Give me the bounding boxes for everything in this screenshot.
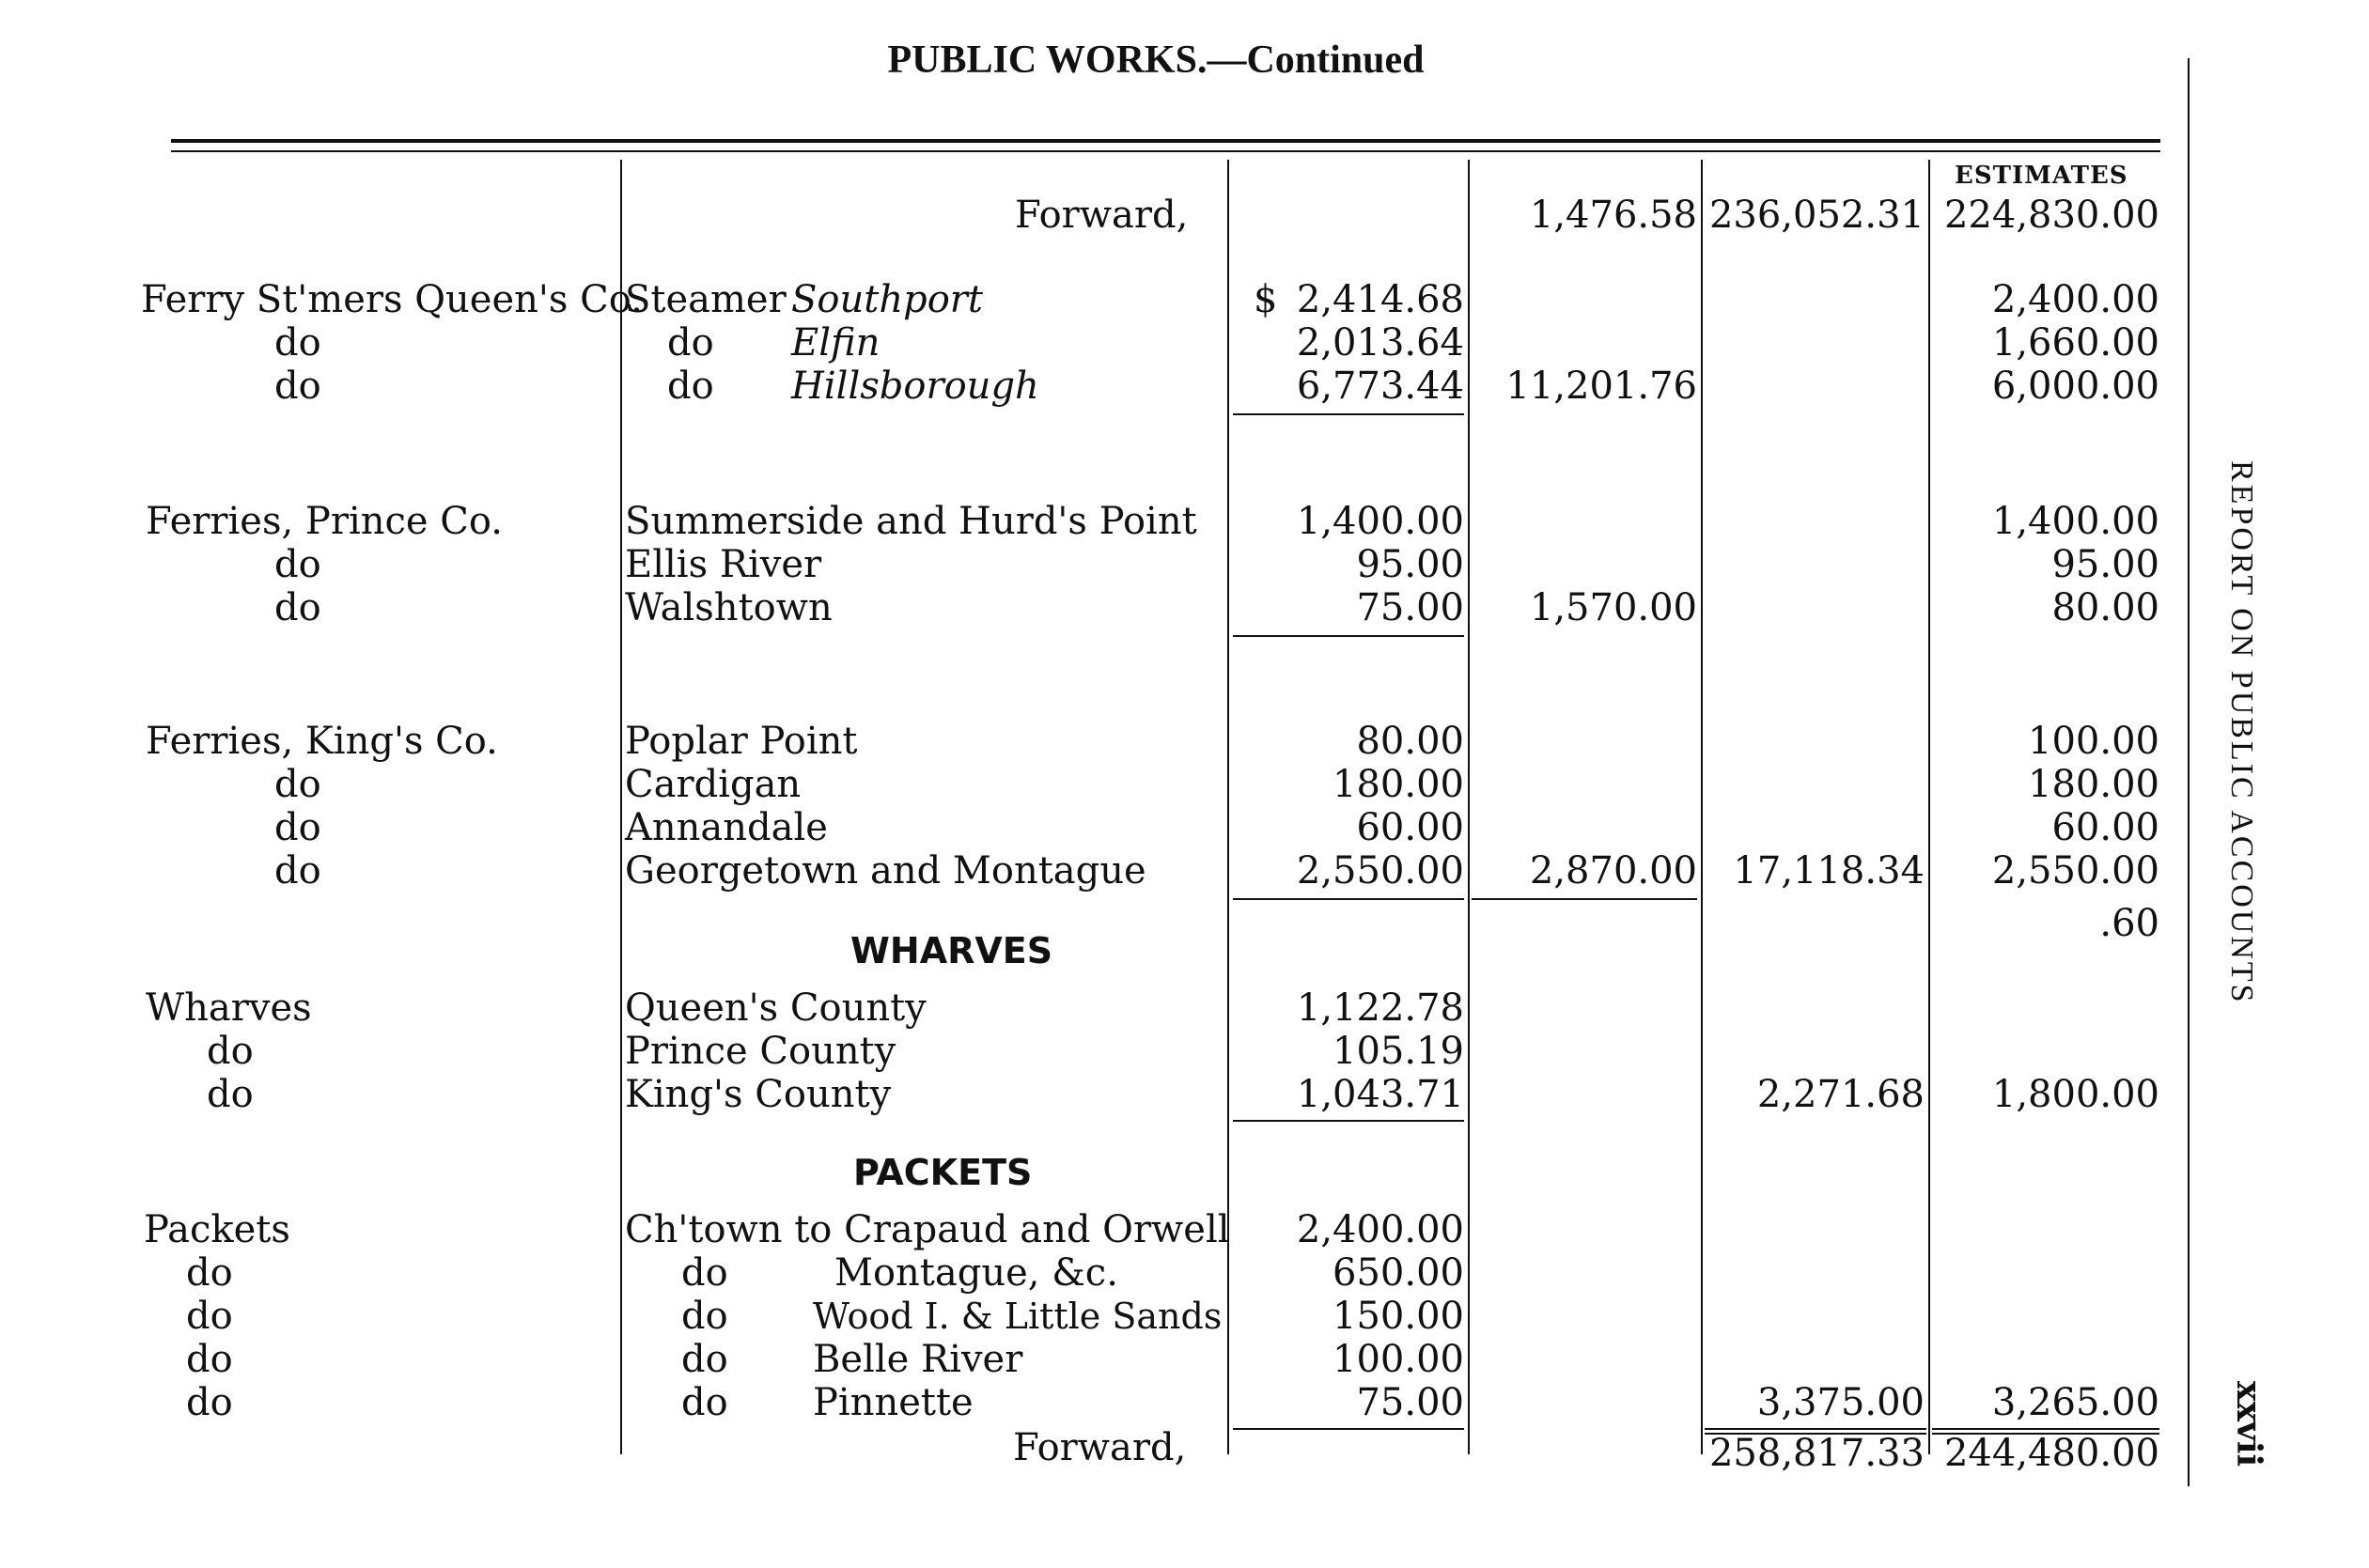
row-destination: Belle River <box>813 1338 1023 1381</box>
row-estimate: 80.00 <box>2051 586 2159 629</box>
row-prefix: do <box>681 1251 728 1295</box>
page-number <box>2229 1381 2276 1494</box>
row-category: do <box>186 1338 233 1381</box>
row-prefix: do <box>681 1338 728 1381</box>
side-running-title-text: REPORT ON PUBLIC ACCOUNTS <box>2224 460 2259 1005</box>
row-category: do <box>186 1295 233 1338</box>
row-destination: Wood I. & Little Sands <box>813 1296 1223 1337</box>
row-estimate: 2,400.00 <box>1991 278 2159 321</box>
dollar-sign: $ <box>1254 278 1278 321</box>
total-rule <box>1233 1428 1464 1430</box>
row-amount: 180.00 <box>1333 763 1464 806</box>
row-amount: 650.00 <box>1333 1251 1464 1295</box>
row-description: Cardigan <box>625 763 802 806</box>
side-running-title <box>2218 460 2265 1043</box>
steamer-name: Hillsborough <box>791 365 1039 408</box>
row-category: Packets <box>144 1208 290 1251</box>
row-amount: 75.00 <box>1356 586 1464 629</box>
row-category: Ferries, King's Co. <box>146 720 498 763</box>
row-prefix: do <box>667 321 714 365</box>
subtotal-rule <box>1233 413 1464 415</box>
orphan-estimate: .60 <box>2099 902 2159 945</box>
row-category: do <box>274 365 321 408</box>
row-description: Ellis River <box>625 543 822 586</box>
row-category: do <box>274 321 321 365</box>
row-description: Summerside and Hurd's Point <box>625 500 1197 543</box>
row-amount: 95.00 <box>1356 543 1464 586</box>
row-category: do <box>274 763 321 806</box>
margin-rule <box>2188 58 2190 1486</box>
column-rule-4 <box>1701 160 1703 1454</box>
row-amount: 6,773.44 <box>1296 365 1464 408</box>
total-rule <box>1705 1428 1926 1430</box>
forward-top-col4: 224,830.00 <box>1943 194 2159 237</box>
row-amount: 2,400.00 <box>1296 1208 1464 1251</box>
row-subtotal: 2,870.00 <box>1529 849 1697 893</box>
forward-label-top: Forward, <box>1015 194 1189 237</box>
page-number-text: xxvii <box>2229 1381 2268 1467</box>
row-subtotal: 1,570.00 <box>1529 586 1697 629</box>
row-description: Georgetown and Montague <box>625 849 1146 893</box>
row-estimate: 1,800.00 <box>1991 1073 2159 1116</box>
row-estimate: 2,550.00 <box>1991 849 2159 893</box>
row-category: do <box>186 1381 233 1424</box>
row-estimate: 95.00 <box>2051 543 2159 586</box>
row-group-total: 17,118.34 <box>1733 849 1925 893</box>
row-description: Ch'town to Crapaud and Orwell <box>625 1208 1230 1251</box>
column-rule-2 <box>1227 160 1229 1454</box>
forward-label-bottom: Forward, <box>1013 1426 1187 1469</box>
row-category: Ferry St'mers Queen's Co. <box>141 278 643 321</box>
steamer-name: Southport <box>791 278 983 321</box>
subtotal-rule <box>1233 635 1464 637</box>
row-estimate: 6,000.00 <box>1991 365 2159 408</box>
steamer-name: Elfin <box>791 321 881 365</box>
row-prefix: do <box>681 1381 728 1424</box>
row-description: Prince County <box>625 1030 896 1073</box>
row-amount: 105.19 <box>1333 1030 1464 1073</box>
section-heading-packets: PACKETS <box>853 1152 1033 1193</box>
row-amount: 1,400.00 <box>1296 500 1464 543</box>
row-category: do <box>207 1073 254 1116</box>
row-description: Queen's County <box>625 986 927 1030</box>
row-estimate: 180.00 <box>2028 763 2159 806</box>
row-estimate: 3,265.00 <box>1991 1381 2159 1424</box>
forward-bottom-col4: 244,480.00 <box>1943 1432 2159 1475</box>
forward-bottom-col3: 258,817.33 <box>1708 1432 1925 1475</box>
row-category: do <box>274 586 321 629</box>
row-category: do <box>207 1030 254 1073</box>
row-amount: 75.00 <box>1356 1381 1464 1424</box>
row-category: do <box>186 1251 233 1295</box>
row-amount: 2,013.64 <box>1296 321 1464 365</box>
row-subtotal: 11,201.76 <box>1505 365 1697 408</box>
header-rule-thick <box>171 139 2160 143</box>
header-rule-thin <box>171 150 2160 152</box>
row-group-total: 3,375.00 <box>1756 1381 1925 1424</box>
subtotal-rule <box>1233 898 1464 900</box>
row-category: do <box>274 849 321 893</box>
row-description: Poplar Point <box>625 720 858 763</box>
forward-top-col3: 236,052.31 <box>1708 194 1925 237</box>
row-amount: 100.00 <box>1333 1338 1464 1381</box>
row-prefix: do <box>681 1295 728 1338</box>
estimates-header: ESTIMATES <box>1955 162 2128 190</box>
row-category: Wharves <box>146 986 312 1030</box>
row-category: do <box>274 543 321 586</box>
row-group-total: 2,271.68 <box>1756 1073 1925 1116</box>
row-estimate: 100.00 <box>2028 720 2159 763</box>
section-heading-wharves: WHARVES <box>850 930 1053 971</box>
row-amount: 60.00 <box>1356 806 1464 849</box>
row-estimate: 60.00 <box>2051 806 2159 849</box>
row-amount: 2,550.00 <box>1296 849 1464 893</box>
page-title: PUBLIC WORKS.—Continued <box>887 39 1425 82</box>
row-amount: 80.00 <box>1356 720 1464 763</box>
row-category: do <box>274 806 321 849</box>
total-rule <box>1932 1428 2159 1430</box>
subtotal-rule <box>1233 1120 1464 1122</box>
row-estimate: 1,400.00 <box>1991 500 2159 543</box>
row-destination: Pinnette <box>813 1381 974 1424</box>
row-amount: 2,414.68 <box>1296 278 1464 321</box>
row-description: King's County <box>625 1073 892 1116</box>
subtotal-rule <box>1472 898 1697 900</box>
row-description: Annandale <box>625 806 828 849</box>
row-destination: Montague, &c. <box>834 1251 1118 1295</box>
row-amount: 1,043.71 <box>1296 1073 1464 1116</box>
row-estimate: 1,660.00 <box>1991 321 2159 365</box>
forward-top-col2: 1,476.58 <box>1529 194 1697 237</box>
column-rule-3 <box>1468 160 1470 1454</box>
row-amount: 150.00 <box>1333 1295 1464 1338</box>
row-prefix: do <box>667 365 714 408</box>
row-category: Ferries, Prince Co. <box>146 500 503 543</box>
column-rule-5 <box>1928 160 1930 1454</box>
column-rule-1 <box>620 160 622 1454</box>
row-prefix: Steamer <box>625 278 787 321</box>
row-amount: 1,122.78 <box>1296 986 1464 1030</box>
row-description: Walshtown <box>625 586 833 629</box>
